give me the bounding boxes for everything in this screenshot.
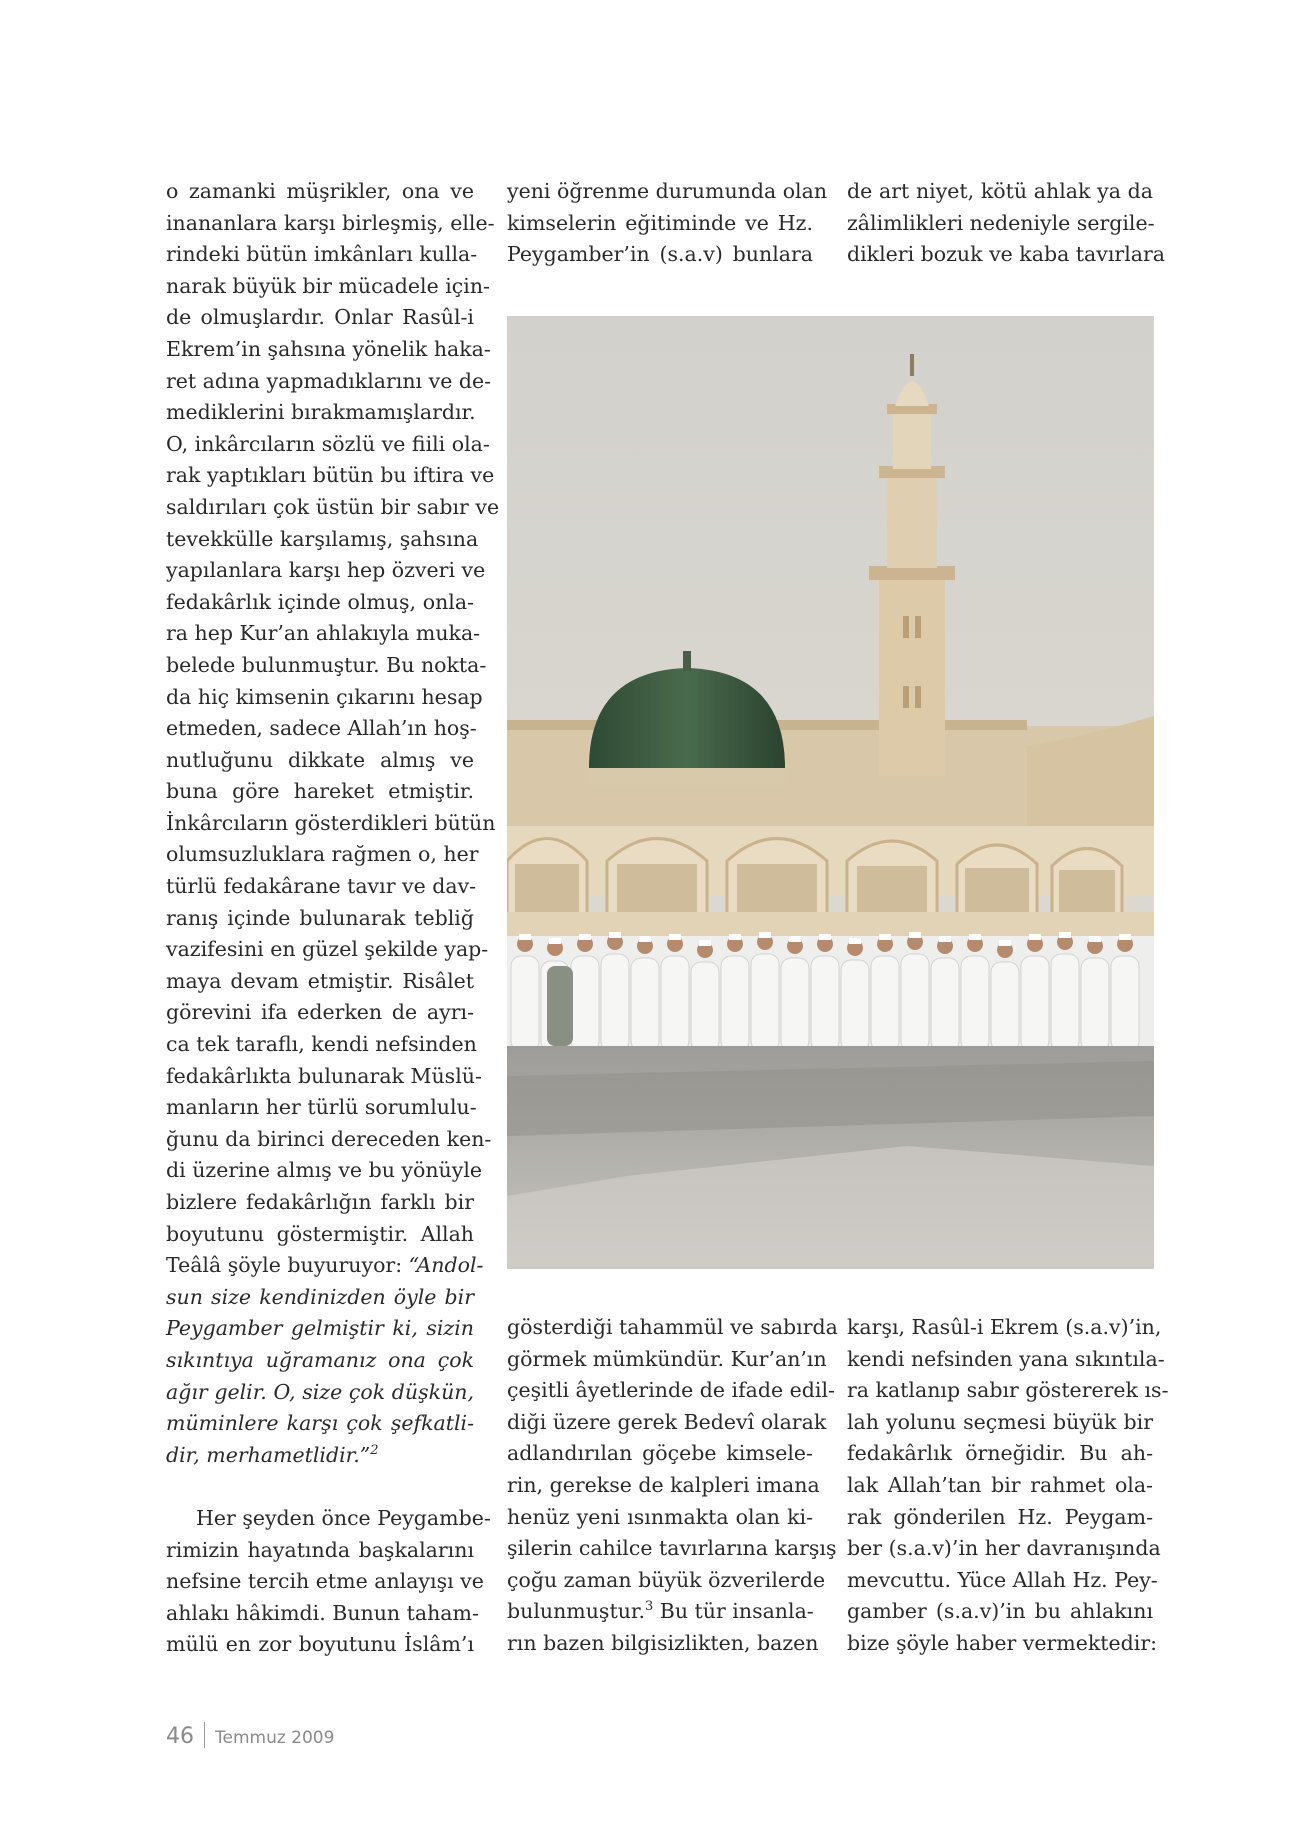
text-line: Her şeyden önce Peygambe- bbox=[196, 1505, 491, 1530]
verse-text: dir, merhametlidir.” bbox=[166, 1442, 371, 1467]
text-line: ra katlanıp sabır göstererek ıs- bbox=[847, 1378, 1169, 1403]
footnote-ref: 2 bbox=[370, 1442, 379, 1458]
text-line: lak Allah’tan bir rahmet ola- bbox=[847, 1472, 1153, 1497]
text-line: İnkârcıların gösterdikleri bütün bbox=[166, 810, 496, 835]
text-line: etmeden, sadece Allah’ın hoş- bbox=[166, 716, 477, 741]
text-line: ranış içinde bulunarak tebliğ bbox=[166, 905, 474, 930]
text-line: vazifesini en güzel şekilde yap- bbox=[166, 937, 489, 962]
text-line: yapılanlara karşı hep özveri ve bbox=[166, 558, 486, 583]
text-line: çeşitli âyetlerinde de ifade edil- bbox=[507, 1378, 835, 1403]
text-line: görmek mümkündür. Kur’an’ın bbox=[507, 1346, 827, 1371]
text-line: O, inkârcıların sözlü ve fiili ola- bbox=[166, 431, 490, 456]
text-line: de olmuşlardır. Onlar Rasûl-i bbox=[166, 305, 474, 330]
text-line: saldırıları çok üstün bir sabır ve bbox=[166, 494, 500, 519]
text-line: gamber (s.a.v)’in bu ahlakını bbox=[847, 1599, 1153, 1624]
text-line: mediklerini bırakmamışlardır. bbox=[166, 400, 476, 425]
text-line: çoğu zaman büyük özverilerde bbox=[507, 1567, 826, 1592]
text-line: boyutunu göstermiştir. Allah bbox=[166, 1221, 474, 1246]
text-line: gösterdiği tahammül ve sabırda bbox=[507, 1315, 838, 1339]
verse-line: sun size kendinizden öyle bir bbox=[166, 1284, 474, 1309]
text-line: nefsine tercih etme anlayışı ve bbox=[166, 1569, 484, 1594]
column-2-top bbox=[507, 176, 828, 271]
text-line: karşı, Rasûl-i Ekrem (s.a.v)’in, bbox=[847, 1315, 1162, 1339]
footer-divider bbox=[204, 1722, 205, 1748]
paragraph-gap bbox=[166, 1471, 474, 1503]
text-line: ret adına yapmadıklarını ve de- bbox=[166, 368, 492, 393]
text-line: inananlara karşı birleşmiş, elle- bbox=[166, 210, 495, 235]
verse-line: müminlere karşı çok şefkatli- bbox=[166, 1411, 474, 1436]
text-line: maya devam etmiştir. Risâlet bbox=[166, 968, 474, 993]
column-2-bottom bbox=[507, 1312, 838, 1660]
text-line: türlü fedakârane tavır ve dav- bbox=[166, 874, 477, 899]
text-line: rın bazen bilgisizlikten, bazen bbox=[507, 1630, 819, 1655]
text-line: dikleri bozuk ve kaba tavırlara bbox=[847, 242, 1166, 267]
text-line: kendi nefsinden yana sıkıntıla- bbox=[847, 1346, 1165, 1371]
text-line: rimizin hayatında başkalarını bbox=[166, 1537, 474, 1562]
text-line: yeni öğrenme durumunda olan bbox=[507, 179, 828, 203]
text-line: Ekrem’in şahsına yönelik haka- bbox=[166, 336, 491, 361]
text-line: mevcuttu. Yüce Allah Hz. Pey- bbox=[847, 1567, 1158, 1592]
text-line: mülü en zor boyutunu İslâm’ı bbox=[166, 1632, 474, 1657]
text-line: ğunu da birinci dereceden ken- bbox=[166, 1126, 492, 1151]
text-line: de art niyet, kötü ahlak ya da bbox=[847, 179, 1153, 203]
text-line: ber (s.a.v)’in her davranışında bbox=[847, 1536, 1161, 1561]
verse-line: sıkıntıya uğramanız ona çok bbox=[166, 1347, 474, 1372]
issue-date: Temmuz 2009 bbox=[215, 1728, 335, 1748]
text-fragment: Bu tür insanla- bbox=[653, 1599, 814, 1624]
text-fragment: bulunmuştur. bbox=[507, 1599, 645, 1624]
text-line: belede bulunmuştur. Bu nokta- bbox=[166, 652, 487, 677]
text-line: fedakârlık içinde olmuş, onla- bbox=[166, 589, 474, 614]
mosque-photo bbox=[507, 316, 1154, 1269]
text-line: görevini ifa ederken de ayrı- bbox=[166, 1000, 474, 1025]
text-line: kimselerin eğitiminde ve Hz. bbox=[507, 210, 813, 235]
column-1 bbox=[166, 176, 500, 1661]
verse-line bbox=[166, 1440, 474, 1472]
text-line bbox=[507, 1596, 813, 1628]
text-line: rak gönderilen Hz. Peygam- bbox=[847, 1504, 1153, 1529]
text-line: nutluğunu dikkate almış ve bbox=[166, 747, 474, 772]
text-line: manların her türlü sorumlulu- bbox=[166, 1095, 477, 1120]
text-line: di üzerine almış ve bu yönüyle bbox=[166, 1158, 483, 1183]
text-line: o zamanki müşrikler, ona ve bbox=[166, 179, 474, 203]
text-line: tevekkülle karşılamış, şahsına bbox=[166, 526, 479, 551]
text-line: ca tek taraflı, kendi nefsinden bbox=[166, 1032, 477, 1057]
text-line: henüz yeni ısınmakta olan ki- bbox=[507, 1504, 813, 1529]
text-line: rin, gerekse de kalpleri imana bbox=[507, 1472, 820, 1497]
verse-intro-line bbox=[166, 1250, 484, 1282]
text-line: fedakârlık örneğidir. Bu ah- bbox=[847, 1441, 1153, 1466]
text-line: diği üzere gerek Bedevî olarak bbox=[507, 1409, 827, 1434]
verse-text: “Andol- bbox=[408, 1253, 484, 1278]
text-line: rak yaptıkları bütün bu iftira ve bbox=[166, 463, 495, 488]
text-line: ahlakı hâkimdi. Bunun taham- bbox=[166, 1600, 479, 1625]
text-line: rindeki bütün imkânları kulla- bbox=[166, 242, 478, 267]
text-line: bizlere fedakârlığın farklı bir bbox=[166, 1190, 474, 1214]
verse-intro: Teâlâ şöyle buyuruyor: bbox=[166, 1253, 409, 1278]
text-line: şilerin cahilce tavırlarına karşış bbox=[507, 1536, 837, 1561]
text-line: fedakârlıkta bulunarak Müslü- bbox=[166, 1063, 482, 1088]
text-line: buna göre hareket etmiştir. bbox=[166, 779, 474, 804]
text-line: da hiç kimsenin çıkarını hesap bbox=[166, 684, 483, 709]
verse-line: ağır gelir. O, size çok düşkün, bbox=[166, 1379, 474, 1404]
text-line: olumsuzluklara rağmen o, her bbox=[166, 842, 479, 867]
text-line: zâlimlikleri nedeniyle sergile- bbox=[847, 210, 1155, 235]
text-line: narak büyük bir mücadele için- bbox=[166, 273, 490, 298]
verse-line: Peygamber gelmiştir ki, sizin bbox=[166, 1316, 474, 1341]
text-line: Peygamber’in (s.a.v) bunlara bbox=[507, 242, 813, 267]
page-number: 46 bbox=[166, 1724, 194, 1749]
text-line: bize şöyle haber vermektedir: bbox=[847, 1630, 1158, 1655]
page-footer bbox=[166, 1722, 334, 1749]
text-line: adlandırılan göçebe kimsele- bbox=[507, 1441, 813, 1466]
text-line: lah yolunu seçmesi büyük bir bbox=[847, 1409, 1153, 1434]
column-3-top bbox=[847, 176, 1166, 271]
column-3-bottom bbox=[847, 1312, 1169, 1660]
footnote-ref: 3 bbox=[644, 1599, 654, 1615]
text-line: ra hep Kur’an ahlakıyla muka- bbox=[166, 621, 481, 646]
